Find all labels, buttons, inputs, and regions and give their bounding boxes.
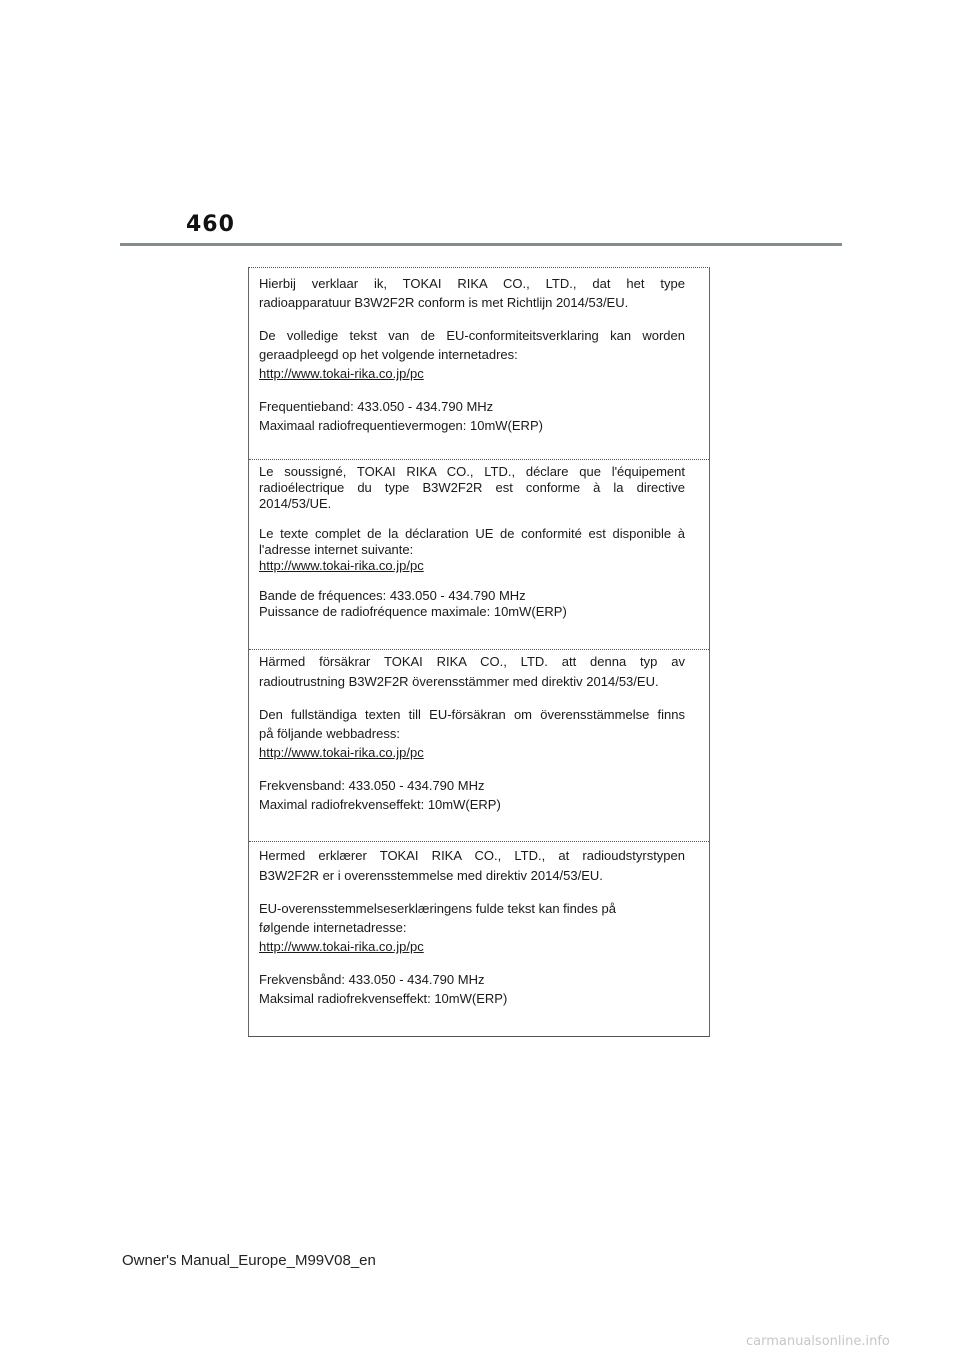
statement-line: Härmed försäkrar TOKAI RIKA CO., LTD. att denna typ av — [259, 654, 685, 669]
declaration-scan — [248, 267, 710, 1037]
statement-line: 2014/53/UE. — [259, 496, 332, 511]
declaration-da — [249, 841, 709, 1007]
statement-line: Hierbij verklaar ik, TOKAI RIKA CO., LTD., dat het type — [259, 276, 685, 291]
declaration-fr — [249, 459, 709, 620]
fulltext-line: l'adresse internet suivante: — [259, 542, 414, 557]
declaration-url-link[interactable]: http://www.tokai-rika.co.jp/pc — [259, 939, 424, 954]
header-rule — [120, 243, 842, 246]
max-power: Puissance de radiofréquence maximale: 10mW(ERP) — [259, 604, 567, 619]
max-power: Maximaal radiofrequentievermogen: 10mW(ERP) — [259, 418, 543, 433]
max-power: Maksimal radiofrekvenseffekt: 10mW(ERP) — [259, 991, 508, 1006]
page-number: 460 — [186, 212, 235, 237]
fulltext-line: geraadpleegd op het volgende internetadres: — [259, 347, 518, 362]
declaration-nl — [249, 276, 709, 434]
footer-doc-id: Owner's Manual_Europe_M99V08_en — [122, 1252, 376, 1269]
declaration-url-link[interactable]: http://www.tokai-rika.co.jp/pc — [259, 745, 424, 760]
fulltext-line: Le texte complet de la déclaration UE de conformité est disponible à — [259, 526, 685, 541]
fulltext-line: Den fullständiga texten till EU-försäkran om överensstämmelse finns — [259, 707, 685, 722]
frequency-band: Frekvensband: 433.050 - 434.790 MHz — [259, 778, 485, 793]
statement-line: B3W2F2R er i overensstemmelse med direktiv 2014/53/EU. — [259, 868, 603, 883]
statement-line: radioapparatuur B3W2F2R conform is met Richtlijn 2014/53/EU. — [259, 295, 629, 310]
declaration-sv — [249, 649, 709, 813]
fulltext-line: på följande webbadress: — [259, 726, 400, 741]
declaration-url-link[interactable]: http://www.tokai-rika.co.jp/pc — [259, 558, 424, 573]
frequency-band: Frekvensbånd: 433.050 - 434.790 MHz — [259, 972, 485, 987]
declaration-url-link[interactable]: http://www.tokai-rika.co.jp/pc — [259, 366, 424, 381]
statement-line: Le soussigné, TOKAI RIKA CO., LTD., déclare que l'équipement — [259, 464, 685, 479]
statement-line: radioélectrique du type B3W2F2R est conforme à la directive — [259, 480, 685, 495]
max-power: Maximal radiofrekvenseffekt: 10mW(ERP) — [259, 797, 501, 812]
statement-line: radioutrustning B3W2F2R överensstämmer med direktiv 2014/53/EU. — [259, 674, 659, 689]
frequency-band: Bande de fréquences: 433.050 - 434.790 MHz — [259, 588, 526, 603]
watermark: carmanualsonline.info — [746, 1334, 890, 1349]
fulltext-line: De volledige tekst van de EU-conformiteitsverklaring kan worden — [259, 328, 685, 343]
fulltext-line: EU-overensstemmelseserklæringens fulde tekst kan findes på — [259, 901, 616, 916]
fulltext-line: følgende internetadresse: — [259, 920, 407, 935]
statement-line: Hermed erklærer TOKAI RIKA CO., LTD., at radioudstyrstypen — [259, 848, 685, 863]
frequency-band: Frequentieband: 433.050 - 434.790 MHz — [259, 399, 494, 414]
